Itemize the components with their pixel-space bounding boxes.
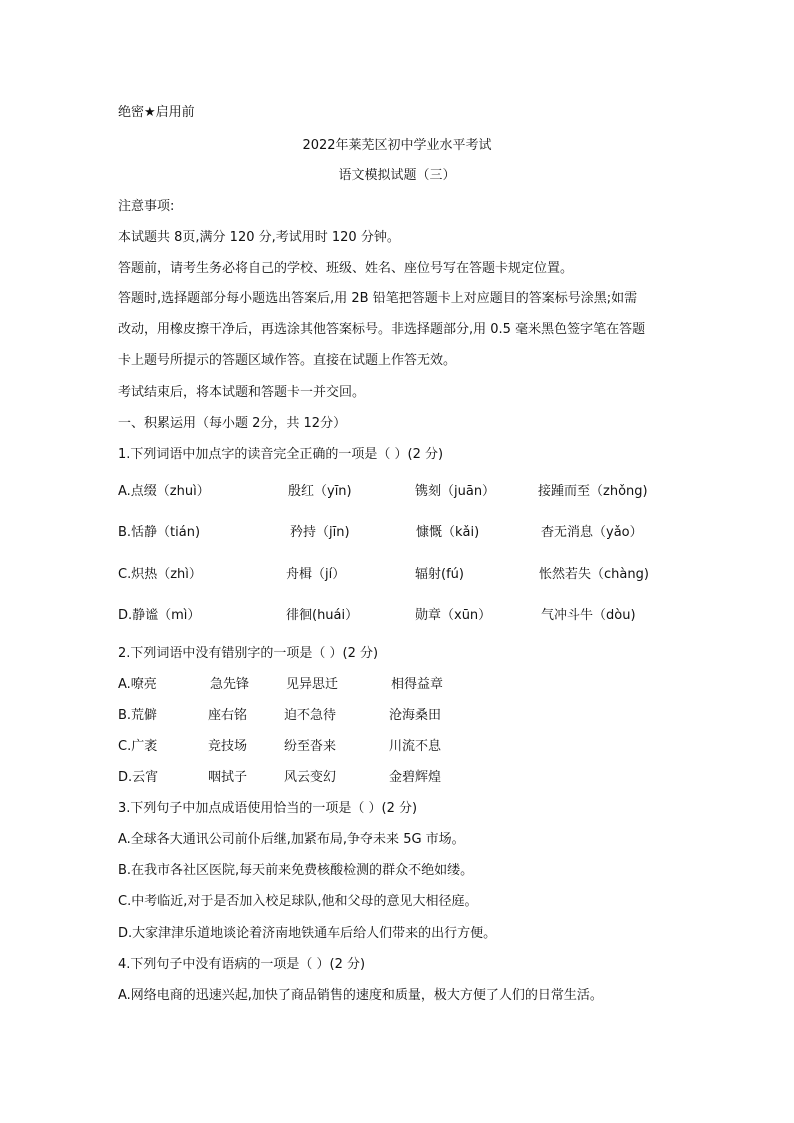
question-1-stem: 1.下列词语中加点字的读音完全正确的一项是（ ）(2 分) [118,447,444,462]
q2-word: 迫不急待 [284,708,337,723]
q1-word: D.静谧（mì） [118,608,201,623]
question-2-stem: 2.下列词语中没有错别字的一项是（ ）(2 分) [118,646,379,661]
q2-word: 纷至沓来 [284,739,337,754]
q1-word: 勋章（xūn） [415,608,492,623]
q1-word: A.点缀（zhuì） [118,484,210,499]
q2-word: C.广袤 [118,739,158,754]
q1-word: 慷慨（kǎi) [416,525,480,540]
notes-heading: 注意事项: [118,199,175,214]
q1-word: 殷红（yīn) [288,484,352,499]
q2-word: 见异思迁 [286,677,339,692]
q3-option: D.大家津津乐道地谈论着济南地铁通车后给人们带来的出行方便。 [118,926,497,941]
note-line: 改动，用橡皮擦干净后，再选涂其他答案标号。非选择题部分,用 0.5 毫米黑色签字笔在答题 [118,322,646,337]
q1-word: 杳无消息（yǎo） [541,525,643,540]
note-line: 本试题共 8页,满分 120 分,考试用时 120 分钟。 [118,230,400,245]
note-line: 答题时,选择题部分每小题选出答案后,用 2B 铅笔把答题卡上对应题目的答案标号涂黑;如需 [118,291,638,306]
q2-word: 沧海桑田 [389,708,442,723]
q3-option: C.中考临近,对于是否加入校足球队,他和父母的意见大相径庭。 [118,894,478,909]
note-line: 考试结束后，将本试题和答题卡一并交回。 [118,385,366,400]
q2-word: 川流不息 [389,739,442,754]
exam-title: 2022年莱芜区初中学业水平考试 [302,138,492,153]
q1-word: B.恬静（tián) [118,525,201,540]
q2-word: 竞技场 [208,739,248,754]
q2-word: A.嘹亮 [118,677,157,692]
q3-option: A.全球各大通讯公司前仆后继,加紧布局,争夺未来 5G 市场。 [118,832,465,847]
q1-word: 接踵而至（zhǒng) [538,484,648,499]
question-3-stem: 3.下列句子中加点成语使用恰当的一项是（ ）(2 分) [118,801,418,816]
section-title: 一、积累运用（每小题 2分，共 12分） [118,416,347,431]
q1-word: 镌刻（juān） [415,484,496,499]
q1-word: 徘徊(huái） [286,608,359,623]
secret-label: 绝密★启用前 [118,105,195,120]
note-line: 卡上题号所提示的答题区域作答。直接在试题上作答无效。 [118,353,457,368]
q1-word: C.炽热（zhì） [118,567,202,582]
exam-subtitle: 语文模拟试题（三） [338,168,456,183]
note-line: 答题前，请考生务必将自己的学校、班级、姓名、座位号写在答题卡规定位置。 [118,261,574,276]
q1-word: 矜持（jīn) [290,525,350,540]
q2-word: 咽拭子 [208,770,248,785]
q1-word: 气冲斗牛（dòu) [541,608,636,623]
question-4-stem: 4.下列句子中没有语病的一项是（ ）(2 分) [118,957,366,972]
q2-word: 相得益章 [391,677,444,692]
q4-option: A.网络电商的迅速兴起,加快了商品销售的速度和质量，极大方便了人们的日常生活。 [118,988,603,1003]
q2-word: 急先锋 [210,677,250,692]
q2-word: 金碧辉煌 [389,770,442,785]
q2-word: B.荒僻 [118,708,158,723]
q1-word: 怅然若失（chàng) [539,567,649,582]
q3-option: B.在我市各社区医院,每天前来免费核酸检测的群众不绝如缕。 [118,863,474,878]
q2-word: 座右铭 [208,708,248,723]
q1-word: 舟楫（jí） [286,567,346,582]
q2-word: D.云宵 [118,770,159,785]
q1-word: 辐射(fú) [415,567,464,582]
q2-word: 风云变幻 [284,770,337,785]
